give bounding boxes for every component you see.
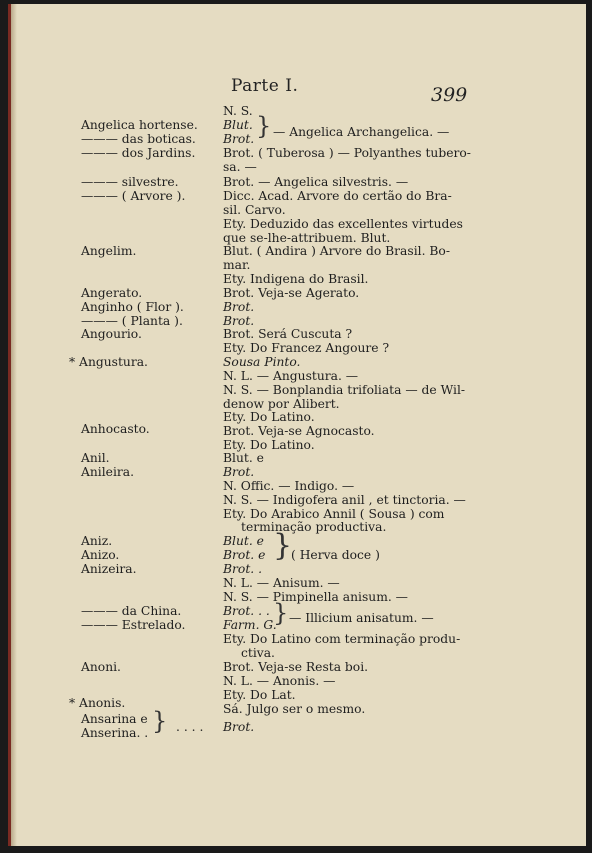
definition-line: Dicc. Acad. Arvore do certão do Bra- bbox=[223, 189, 452, 203]
headword: Angerato. bbox=[81, 286, 143, 300]
headword: ——— das boticas. bbox=[81, 132, 196, 146]
definition-line: Ety. Do Francez Angoure ? bbox=[223, 341, 390, 355]
headword: Anizeira. bbox=[81, 562, 137, 576]
definition-line: Brot. bbox=[223, 465, 255, 479]
headword: Anileira. bbox=[81, 465, 134, 479]
definition-line: Ety. Do Lat. bbox=[223, 688, 296, 702]
definition-line: sil. Carvo. bbox=[223, 203, 286, 217]
headword: * Anonis. bbox=[69, 696, 126, 710]
definition-line: Brot. . bbox=[223, 562, 262, 576]
definition-line: terminação productiva. bbox=[241, 520, 387, 534]
definition-line: Brot. bbox=[223, 314, 255, 328]
definition-line: Blut. e bbox=[223, 451, 264, 465]
definition-line: Blut. ( Andira ) Arvore do Brasil. Bo- bbox=[223, 244, 450, 258]
page-spine bbox=[11, 4, 17, 846]
headword: ——— Estrelado. bbox=[81, 618, 186, 632]
definition-line: N. Offic. — Indigo. — bbox=[223, 479, 355, 493]
book-page bbox=[8, 4, 586, 846]
definition-line: Brot. e bbox=[223, 548, 266, 562]
headword: ——— dos Jardins. bbox=[81, 146, 196, 160]
page-number: 399 bbox=[431, 84, 468, 106]
brace-symbol: } bbox=[152, 707, 168, 735]
definition-line: sa. — bbox=[223, 160, 257, 174]
definition-line: — Angelica Archangelica. — bbox=[273, 125, 450, 139]
headword: Anil. bbox=[81, 451, 110, 465]
definition-line: Sá. Julgo ser o mesmo. bbox=[223, 702, 366, 716]
brace-symbol: } bbox=[256, 112, 272, 140]
definition-line: ctiva. bbox=[241, 646, 275, 660]
headword: ——— da China. bbox=[81, 604, 182, 618]
headword: Anserina. . bbox=[81, 726, 149, 740]
definition-line: N. L. — Anisum. — bbox=[223, 576, 340, 590]
running-header: Parte I. bbox=[231, 76, 299, 96]
definition-line: Brot. ( Tuberosa ) — Polyanthes tubero- bbox=[223, 146, 471, 160]
definition-line: — Illicium anisatum. — bbox=[289, 611, 434, 625]
leader-dots: . . . . bbox=[176, 720, 204, 734]
headword: Ansarina e bbox=[81, 712, 148, 726]
headword: * Angustura. bbox=[69, 355, 148, 369]
definition-line: Ety. Deduzido das excellentes virtudes bbox=[223, 217, 463, 231]
definition-line: ( Herva doce ) bbox=[291, 548, 380, 562]
headword: Aniz. bbox=[81, 534, 113, 548]
definition-line: Brot. Veja-se Agerato. bbox=[223, 286, 360, 300]
headword: Angelica hortense. bbox=[81, 118, 198, 132]
definition-line: Brot. bbox=[223, 720, 255, 734]
definition-line: Brot. . . bbox=[223, 604, 270, 618]
headword: Angourio. bbox=[81, 327, 142, 341]
definition-line: denow por Alibert. bbox=[223, 397, 340, 411]
definition-line: mar. bbox=[223, 258, 251, 272]
brace-symbol: } bbox=[273, 528, 293, 563]
definition-line: Blut. e bbox=[223, 534, 264, 548]
definition-line: Ety. Do Arabico Annil ( Sousa ) com bbox=[223, 507, 445, 521]
definition-line: N. L. — Anonis. — bbox=[223, 674, 336, 688]
headword: Anhocasto. bbox=[81, 422, 150, 436]
definition-line: Brot. bbox=[223, 132, 255, 146]
definition-line: N. S. — Pimpinella anisum. — bbox=[223, 590, 408, 604]
definition-line: Ety. Indigena do Brasil. bbox=[223, 272, 369, 286]
definition-line: Brot. bbox=[223, 300, 255, 314]
headword: Anizo. bbox=[81, 548, 120, 562]
definition-line: Ety. Do Latino com terminação produ- bbox=[223, 632, 461, 646]
definition-line: N. L. — Angustura. — bbox=[223, 369, 359, 383]
definition-line: Ety. Do Latino. bbox=[223, 438, 315, 452]
headword: Anoni. bbox=[81, 660, 121, 674]
headword: Angelim. bbox=[81, 244, 137, 258]
definition-line: Ety. Do Latino. bbox=[223, 410, 315, 424]
definition-line: Farm. G. bbox=[223, 618, 277, 632]
brace-symbol: } bbox=[273, 599, 289, 627]
headword: ——— silvestre. bbox=[81, 175, 179, 189]
definition-line: N. S. bbox=[223, 104, 253, 118]
headword: Anginho ( Flor ). bbox=[81, 300, 184, 314]
definition-line: Brot. Será Cuscuta ? bbox=[223, 327, 353, 341]
definition-line: Sousa Pinto. bbox=[223, 355, 301, 369]
headword: ——— ( Planta ). bbox=[81, 314, 183, 328]
definition-line: N. S. — Bonplandia trifoliata — de Wil- bbox=[223, 383, 466, 397]
definition-line: que se-lhe-attribuem. Blut. bbox=[223, 231, 391, 245]
definition-line: Brot. — Angelica silvestris. — bbox=[223, 175, 409, 189]
definition-line: Blut. bbox=[223, 118, 253, 132]
headword: ——— ( Arvore ). bbox=[81, 189, 186, 203]
definition-line: Brot. Veja-se Resta boi. bbox=[223, 660, 369, 674]
definition-line: Brot. Veja-se Agnocasto. bbox=[223, 424, 375, 438]
definition-line: N. S. — Indigofera anil , et tinctoria. — bbox=[223, 493, 466, 507]
